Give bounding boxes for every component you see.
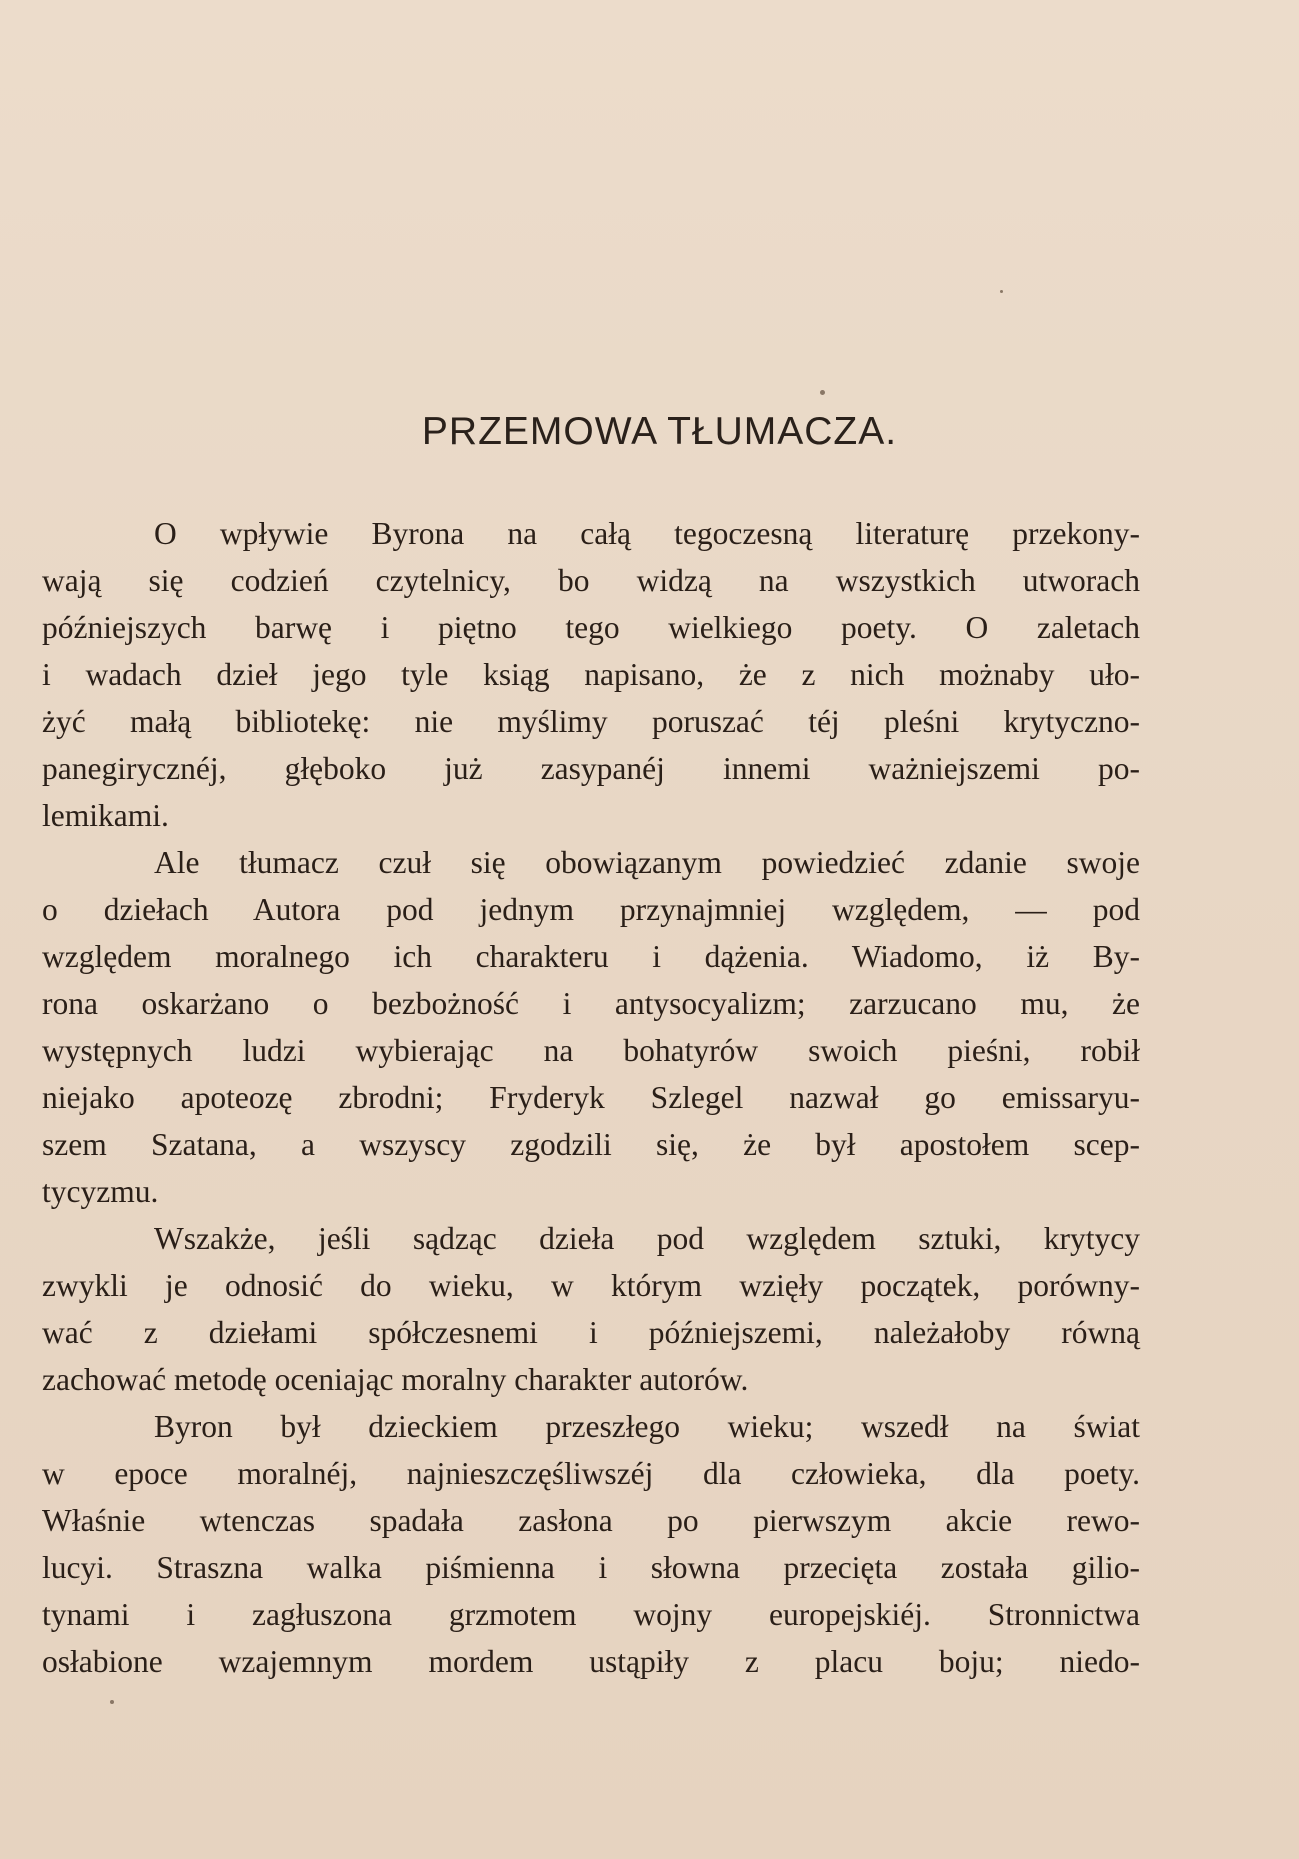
text-line: wać z dziełami spółczesnemi i późniejszemi, należałoby równą [42, 1315, 1140, 1350]
paragraph [42, 1215, 1140, 1403]
text-line: względem moralnego ich charakteru i dążenia. Wiadomo, iż By- [42, 939, 1140, 974]
paragraph [42, 1403, 1140, 1685]
paper-speck [820, 390, 825, 395]
text-line: późniejszych barwę i piętno tego wielkiego poety. O zaletach [42, 610, 1140, 645]
text-line: rona oskarżano o bezbożność i antysocyalizm; zarzucano mu, że [42, 986, 1140, 1021]
body-text [42, 510, 1140, 1685]
text-line: wają się codzień czytelnicy, bo widzą na wszystkich utworach [42, 563, 1140, 598]
text-line: w epoce moralnéj, najnieszczęśliwszéj dla człowieka, dla poety. [42, 1456, 1140, 1491]
text-line: o dziełach Autora pod jednym przynajmniej względem, — pod [42, 892, 1140, 927]
text-line: O wpływie Byrona na całą tegoczesną literaturę przekony- [154, 516, 1140, 551]
text-line: niejako apoteozę zbrodni; Fryderyk Szlegel nazwał go emissaryu- [42, 1080, 1140, 1115]
text-line: Ale tłumacz czuł się obowiązanym powiedzieć zdanie swoje [154, 845, 1140, 880]
text-line: Byron był dzieckiem przeszłego wieku; wszedł na świat [154, 1409, 1140, 1444]
page-title: PRZEMOWA TŁUMACZA. [421, 410, 898, 453]
text-line: Właśnie wtenczas spadała zasłona po pierwszym akcie rewo- [42, 1503, 1140, 1538]
paragraph [42, 839, 1140, 1215]
text-line: szem Szatana, a wszyscy zgodzili się, że był apostołem scep- [42, 1127, 1140, 1162]
text-line: żyć małą bibliotekę: nie myślimy poruszać téj pleśni krytyczno- [42, 704, 1140, 739]
paragraph [42, 510, 1140, 839]
text-line: osłabione wzajemnym mordem ustąpiły z placu boju; niedo- [42, 1644, 1140, 1679]
text-line: Wszakże, jeśli sądząc dzieła pod względem sztuki, krytycy [154, 1221, 1140, 1256]
text-line: tycyzmu. [42, 1174, 159, 1209]
paper-speck [1000, 290, 1003, 293]
text-line: tynami i zagłuszona grzmotem wojny europejskiéj. Stronnictwa [42, 1597, 1140, 1632]
text-line: i wadach dzieł jego tyle ksiąg napisano, że z nich możnaby uło- [42, 657, 1140, 692]
text-line: lucyi. Straszna walka piśmienna i słowna przecięta została gilio- [42, 1550, 1140, 1585]
text-line: występnych ludzi wybierając na bohatyrów swoich pieśni, robił [42, 1033, 1140, 1068]
text-line: panegirycznéj, głęboko już zasypanéj innemi ważniejszemi po- [42, 751, 1140, 786]
text-line: zachować metodę oceniając moralny charakter autorów. [42, 1362, 749, 1397]
text-line: zwykli je odnosić do wieku, w którym wzięły początek, porówny- [42, 1268, 1140, 1303]
paper-speck [110, 1700, 114, 1704]
text-line: lemikami. [42, 798, 169, 833]
